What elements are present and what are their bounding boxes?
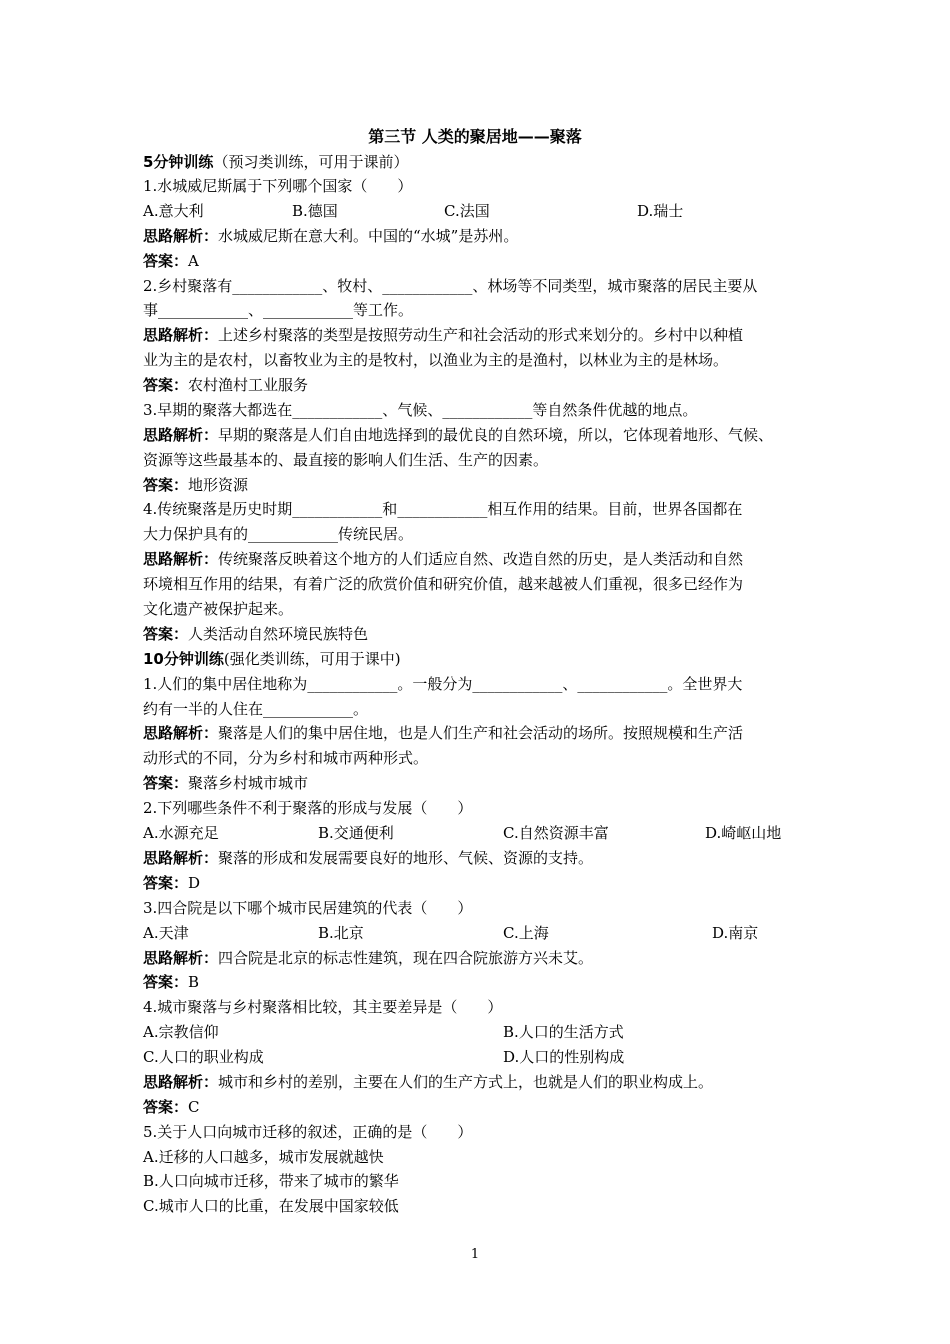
answer-label: 答案：	[143, 625, 189, 643]
answer-text: 地形资源	[188, 476, 249, 494]
analysis-label: 思路解析：	[143, 724, 219, 742]
section-head: 10分钟训练	[143, 650, 224, 668]
answer-line	[143, 871, 200, 895]
option-b: B.德国	[292, 202, 338, 220]
analysis-text: 水城威尼斯在意大利。中国的“水城”是苏州。	[218, 227, 519, 245]
question-3: 3.早期的聚落大都选在____________、气候、____________等自然条件优越的地点。	[143, 401, 698, 419]
answer-text: A	[188, 252, 199, 270]
analysis-line	[143, 547, 743, 571]
answer-line	[143, 622, 368, 646]
answer-text: 农村渔村工业服务	[188, 376, 309, 394]
analysis-line	[143, 846, 593, 870]
analysis-text-cont: 动形式的不同，分为乡村和城市两种形式。	[143, 749, 429, 767]
answer-line	[143, 249, 199, 273]
question-4-line-2: 大力保护具有的____________传统民居。	[143, 525, 414, 543]
option-c: C.自然资源丰富	[503, 824, 609, 842]
answer-text: B	[188, 973, 200, 991]
question-1-line-2: 约有一半的人住在____________。	[143, 700, 369, 718]
answer-line	[143, 771, 308, 795]
answer-line	[143, 1095, 200, 1119]
option-b: B.北京	[318, 924, 364, 942]
analysis-line	[143, 224, 518, 248]
option-a: A.水源充足	[143, 824, 219, 842]
section-head: 5分钟训练	[143, 153, 214, 171]
answer-label: 答案：	[143, 874, 189, 892]
analysis-text: 传统聚落反映着这个地方的人们适应自然、改造自然的历史，是人类活动和自然	[218, 550, 744, 568]
answer-label: 答案：	[143, 476, 189, 494]
analysis-line	[143, 1070, 713, 1094]
option-a: A.意大利	[143, 202, 204, 220]
analysis-text-cont: 业为主的是农村，以畜牧业为主的是牧村，以渔业为主的是渔村，以林业为主的是林场。	[143, 351, 729, 369]
option-a: A.迁移的人口越多，城市发展就越快	[143, 1148, 384, 1166]
option-b: B.人口向城市迁移，带来了城市的繁华	[143, 1172, 399, 1190]
analysis-label: 思路解析：	[143, 1073, 219, 1091]
question-3: 3.四合院是以下哪个城市民居建筑的代表（ ）	[143, 899, 473, 917]
option-b: B.交通便利	[318, 824, 394, 842]
analysis-label: 思路解析：	[143, 426, 219, 444]
answer-text: 人类活动自然环境民族特色	[188, 625, 369, 643]
answer-label: 答案：	[143, 1098, 189, 1116]
answer-text: 聚落乡村城市城市	[188, 774, 309, 792]
answer-line	[143, 373, 308, 397]
option-a: A.天津	[143, 924, 189, 942]
option-c: C.人口的职业构成	[143, 1048, 264, 1066]
answer-label: 答案：	[143, 774, 189, 792]
analysis-label: 思路解析：	[143, 550, 219, 568]
analysis-text: 四合院是北京的标志性建筑，现在四合院旅游方兴未艾。	[218, 949, 594, 967]
answer-label: 答案：	[143, 252, 189, 270]
option-d: D.瑞士	[637, 202, 684, 220]
answer-text: D	[188, 874, 201, 892]
answer-line	[143, 970, 199, 994]
answer-label: 答案：	[143, 973, 189, 991]
analysis-label: 思路解析：	[143, 326, 219, 344]
analysis-text: 上述乡村聚落的类型是按照劳动生产和社会活动的形式来划分的。乡村中以种植	[218, 326, 744, 344]
option-d: D.人口的性别构成	[503, 1048, 625, 1066]
option-c: C.法国	[444, 202, 490, 220]
question-1-line-1: 1.人们的集中居住地称为____________。一般分为____________、____________。全世界大	[143, 675, 743, 693]
page-title: 第三节 人类的聚居地——聚落	[368, 127, 582, 146]
page-number: 1	[470, 1247, 480, 1262]
analysis-label: 思路解析：	[143, 227, 219, 245]
answer-text: C	[188, 1098, 200, 1116]
option-d: D.崎岖山地	[705, 824, 782, 842]
analysis-text: 早期的聚落是人们自由地选择到的最优良的自然环境，所以，它体现着地形、气候、	[218, 426, 774, 444]
question-2-line-1: 2.乡村聚落有____________、牧村、____________、林场等不同类型，城市聚落的居民主要从	[143, 277, 758, 295]
analysis-text: 聚落的形成和发展需要良好的地形、气候、资源的支持。	[218, 849, 594, 867]
option-c: C.上海	[503, 924, 549, 942]
question-2-line-2: 事____________、____________等工作。	[143, 301, 414, 319]
analysis-text-cont: 环境相互作用的结果，有着广泛的欣赏价值和研究价值，越来越被人们重视，很多已经作为	[143, 575, 744, 593]
analysis-line	[143, 946, 593, 970]
option-b: B.人口的生活方式	[503, 1023, 624, 1041]
analysis-text-cont: 文化遗产被保护起来。	[143, 600, 294, 618]
analysis-text: 城市和乡村的差别，主要在人们的生产方式上，也就是人们的职业构成上。	[218, 1073, 714, 1091]
analysis-line	[143, 423, 773, 447]
question-4: 4.城市聚落与乡村聚落相比较，其主要差异是（ ）	[143, 998, 503, 1016]
section-note: (强化类训练，可用于课中)	[223, 650, 401, 668]
analysis-line	[143, 721, 743, 745]
option-a: A.宗教信仰	[143, 1023, 219, 1041]
answer-line	[143, 473, 248, 497]
analysis-text-cont: 资源等这些最基本的、最直接的影响人们生活、生产的因素。	[143, 451, 549, 469]
section-heading-10min	[143, 647, 401, 671]
section-heading-5min	[143, 150, 408, 174]
answer-label: 答案：	[143, 376, 189, 394]
question-5: 5.关于人口向城市迁移的叙述，正确的是（ ）	[143, 1123, 473, 1141]
option-c: C.城市人口的比重，在发展中国家较低	[143, 1197, 399, 1215]
section-note: （预习类训练，可用于课前）	[213, 153, 409, 171]
analysis-text: 聚落是人们的集中居住地，也是人们生产和社会活动的场所。按照规模和生产活	[218, 724, 744, 742]
analysis-label: 思路解析：	[143, 949, 219, 967]
analysis-label: 思路解析：	[143, 849, 219, 867]
option-d: D.南京	[712, 924, 759, 942]
analysis-line	[143, 323, 743, 347]
question-1: 1.水城威尼斯属于下列哪个国家（ ）	[143, 177, 413, 195]
question-2: 2.下列哪些条件不利于聚落的形成与发展（ ）	[143, 799, 473, 817]
question-4-line-1: 4.传统聚落是历史时期____________和____________相互作用的结果。目前，世界各国都在	[143, 500, 743, 518]
